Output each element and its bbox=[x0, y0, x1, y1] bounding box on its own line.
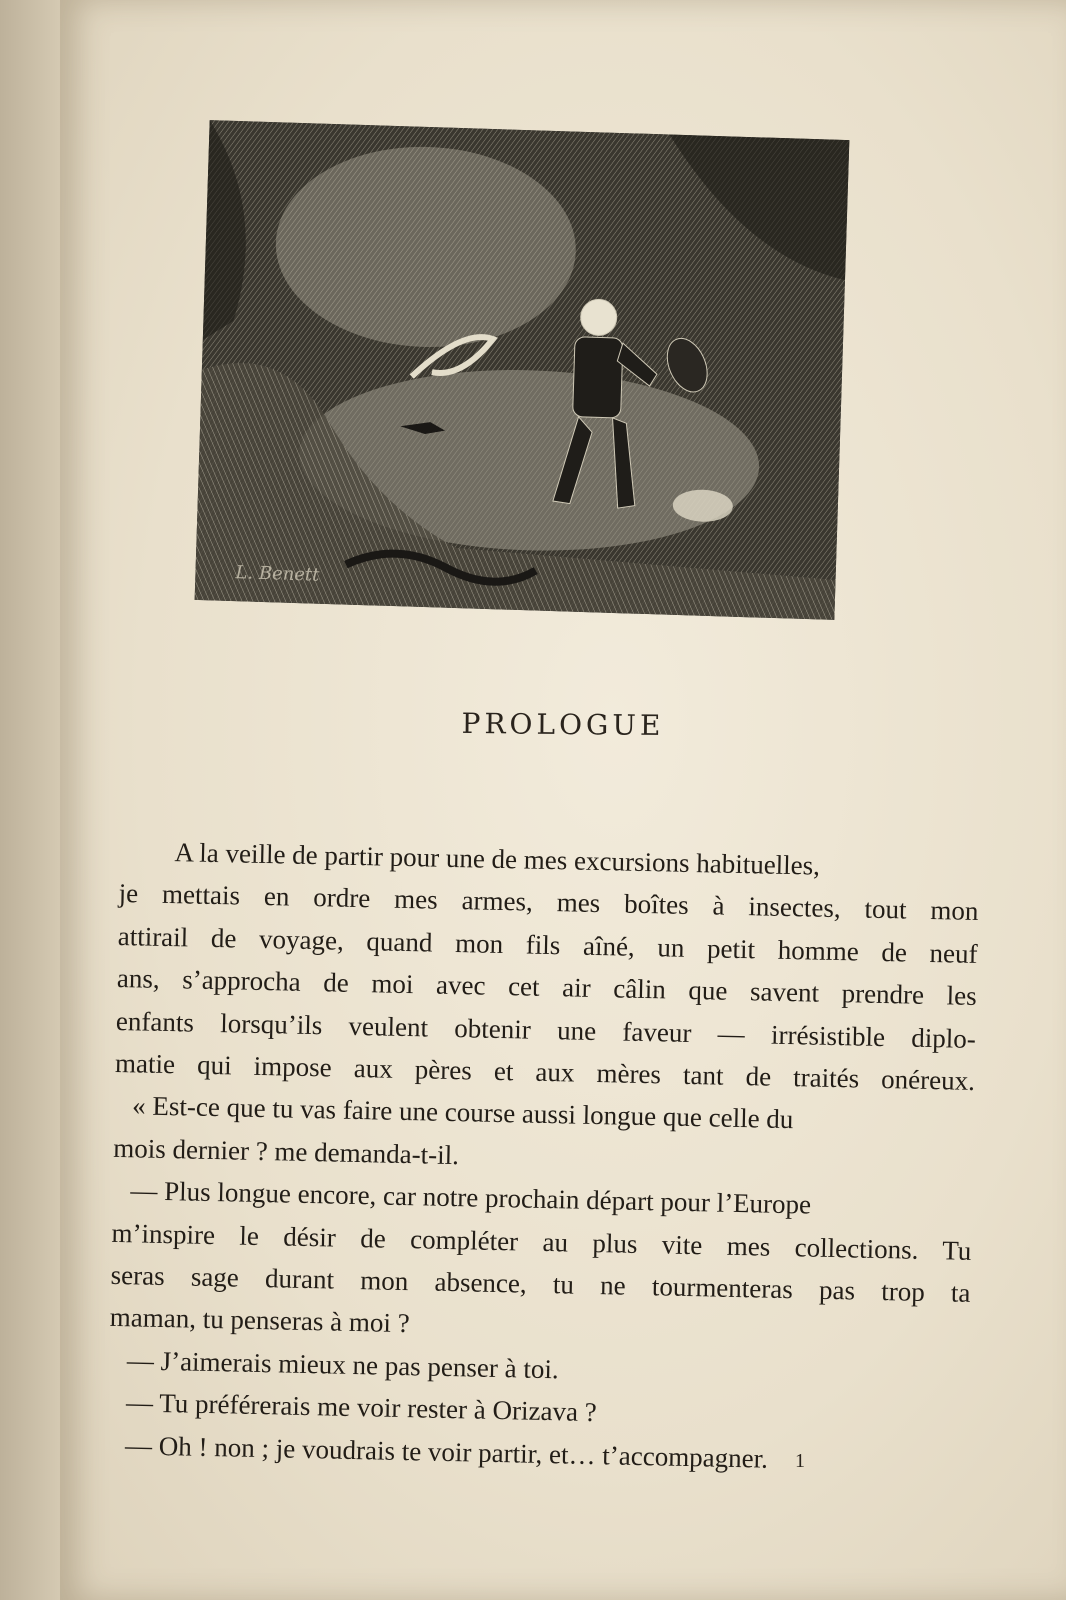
engraving-illustration bbox=[195, 120, 850, 620]
text-line: A la veille de partir pour une de mes excursions habituelles, bbox=[174, 837, 821, 881]
jungle-scene-image bbox=[195, 120, 850, 620]
text-line: m’inspire le désir de compléter au plus vite mes collections. Tu bbox=[111, 1217, 972, 1266]
text-line: enfants lorsqu’ils veulent obtenir une faveur — irrésistible diplo- bbox=[115, 1005, 977, 1054]
text-line: — Tu préférerais me voir rester à Orizava ? bbox=[125, 1387, 598, 1428]
text-line: — Oh ! non ; je voudrais te voir partir, et… t’accompagner. bbox=[124, 1429, 769, 1474]
text-line: ans, s’approcha de moi avec cet air câlin que savent prendre les bbox=[116, 963, 978, 1012]
text-line: je mettais en ordre mes armes, mes boîtes à insectes, tout mon bbox=[118, 878, 979, 927]
text-line: attirail de voyage, quand mon fils aîné, un petit homme de neuf bbox=[117, 920, 978, 969]
prologue-text bbox=[107, 830, 980, 1484]
text-line: — J’aimerais mieux ne pas penser à toi. bbox=[126, 1345, 559, 1385]
text-line: mois dernier ? me demanda-t-il. bbox=[113, 1132, 460, 1171]
text-line: — Plus longue encore, car notre prochain départ pour l’Europe bbox=[130, 1175, 812, 1220]
text-line: « Est-ce que tu vas faire une course aussi longue que celle du bbox=[131, 1090, 794, 1135]
text-line: maman, tu penseras à moi ? bbox=[109, 1302, 410, 1339]
engraver-signature: L. Benett bbox=[235, 562, 320, 586]
text-line: matie qui impose aux pères et aux mères tant de traités onéreux. bbox=[114, 1047, 976, 1096]
page-number: 1 bbox=[795, 1450, 805, 1472]
text-line: seras sage durant mon absence, tu ne tourmenteras pas trop ta bbox=[110, 1259, 971, 1308]
book-page bbox=[60, 0, 1066, 1600]
chapter-title: PROLOGUE bbox=[461, 706, 665, 743]
